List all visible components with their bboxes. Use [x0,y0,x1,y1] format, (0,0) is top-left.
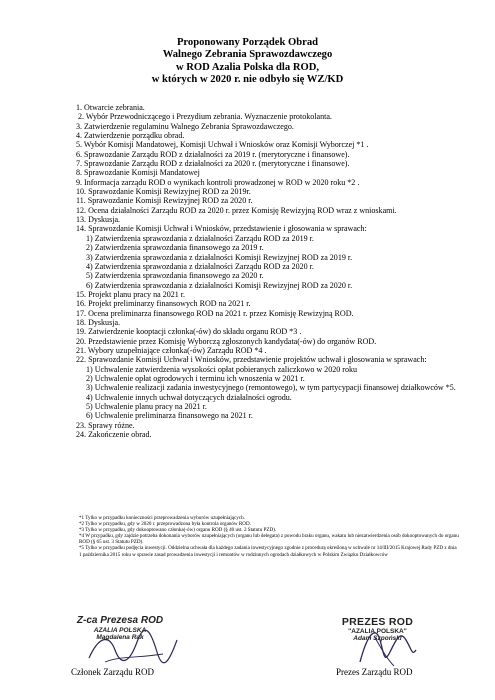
agenda-item: 20. Przedstawienie przez Komisję Wyborczą zgłoszonych kandydata(-ów) do organów ROD. [76,336,377,346]
agenda-item: 5. Wybór Komisji Mandatowej, Komisji Uchwał i Wniosków oraz Komisji Wyborczej *1 . [76,140,369,150]
title-line: w których w 2020 r. nie odbyło się WZ/KD [151,74,344,86]
agenda-subitem: 2) Uchwalenie opłat ogrodowych i terminu ich wnoszenia w 2021 r. [86,373,305,383]
agenda-item: 19. Zatwierdzenie kooptacji członka(-ów) do składu organu ROD *3 . [76,327,302,337]
document-title [0,37,495,87]
agenda-item: 24. Zakończenie obrad. [76,430,152,440]
agenda-item: 22. Sprawozdanie Komisji Uchwał i Wniosków, przedstawienie projektów uchwał i głosowania w sprawach: [76,355,427,365]
agenda-item: 17. Ocena preliminarza finansowego ROD na 2021 r. przez Komisję Rewizyjną ROD. [76,308,354,318]
left-signature-icon [85,628,180,670]
agenda-subitem: 1) Uchwalenie zatwierdzenia wysokości opłat pobieranych zaliczkowo w 2020 roku [86,364,358,374]
agenda-item: 18. Dyskusja. [76,317,121,327]
agenda-item: 6. Sprawozdanie Zarządu ROD z działalności za 2019 r. (merytoryczne i finansowe). [76,149,350,159]
agenda-item: 13. Dyskusja. [76,215,121,225]
agenda-item: 2. Wybór Przewodniczącego i Prezydium zebrania. Wyznaczenie protokolanta. [76,112,332,122]
agenda-item: 3. Zatwierdzenie regulaminu Walnego Zebrania Sprawozdawczego. [76,121,294,131]
right-signature-role: Prezes Zarządu ROD [336,667,413,677]
agenda-subitem: 3) Zatwierdzenia sprawozdania z działalności Komisji Rewizyjnej ROD za 2019 r. [86,252,353,262]
footnote: *3 Tylko w przypadku, gdy dokooptowano członka(-ów) organu ROD (§ 40 ust. 2 Statutu PZD). [79,527,277,534]
agenda-item: 14. Sprawozdanie Komisji Uchwał i Wniosków, przedstawienie i głosowania w sprawach: [76,224,367,234]
agenda-item: 4. Zatwierdzenie porządku obrad. [76,131,185,141]
agenda-list [76,103,476,439]
title-line: Walnego Zebrania Sprawozdawczego [162,49,333,61]
agenda-subitem: 5) Uchwalenie planu pracy na 2021 r. [86,402,207,411]
stamp-line: AZALIA POLSKA [93,626,147,634]
agenda-subitem: 4) Uchwalenie innych uchwał dotyczących działalności ogrodu. [86,392,292,402]
stamp-line: Adam Szpoński [353,634,402,642]
agenda-item: 10. Sprawozdanie Komisji Rewizyjnej ROD za 2019r. [76,187,251,197]
agenda-subitem: 5) Zatwierdzenia sprawozdania finansowego za 2020 r. [86,271,264,281]
agenda-item: 15. Projekt planu pracy na 2021 r. [76,289,186,299]
agenda-item: 11. Sprawozdanie Komisji Rewizyjnej ROD za 2020 r. [76,196,253,206]
right-signature-icon [350,622,420,670]
footnote: *4 W przypadku, gdy zajdzie potrzeba dokonania wyborów uzupełniających (organu lub delegata) z powodu braku organu, wakatu lub niezatwierdzenia osób dokooptowanych do organu ROD (§ 65 ust. 3 Statutu PZD). [79,533,459,546]
stamp-line: PREZES ROD [341,616,414,628]
agenda-item: 8. Sprawozdanie Komisji Mandatowej [76,168,200,178]
agenda-subitem: 6) Zatwierdzenia sprawozdania z działalności Komisji Rewizyjnej ROD za 2020 r. [86,280,353,290]
agenda-item: 12. Ocena działalności Zarządu ROD za 2020 r. przez Komisję Rewizyjną ROD wraz z wnioskami. [76,205,397,215]
agenda-item: 23. Sprawy różne. [76,420,135,430]
agenda-subitem: 1) Zatwierdzenia sprawozdania z działalności Zarządu ROD za 2019 r. [86,233,314,243]
footnote: *1 Tylko w przypadku konieczności przeprowadzenia wyborów uzupełniających. [79,515,245,521]
agenda-subitem: 3) Uchwalenie realizacji zadania inwestycyjnego (remontowego), w tym partycypacji finansowej działkowców *5. [86,383,456,393]
agenda-item: 16. Projekt preliminarzy finansowych ROD na 2021 r. [76,299,251,309]
title-line: Proponowany Porządek Obrad [176,37,319,48]
agenda-item: 1. Otwarcie zebrania. [76,103,145,112]
stamp-line: "AZALIA POLSKA" [348,627,407,635]
left-signature-role: Członek Zarządu ROD [71,667,154,677]
stamp-line: Z-ca Prezesa ROD [76,615,164,626]
title-line: w ROD Azalia Polska dla ROD, [175,61,320,73]
stamp-line: Magdalena Rak [96,633,144,641]
agenda-item: 7. Sprawozdanie Zarządu ROD z działalności za 2020 r. (merytoryczne i finansowe). [76,159,350,169]
footnote: *5 Tylko w przypadku podjęcia inwestycji. Oddzielna uchwała dla każdego zadania inwestycyjnego zgodnie z procedurą określoną w uchwale nr 14/III/2015 Krajowej Rady PZD z dnia 1 października 2015 roku w sprawie zasad prowadzenia inwestycji i remontów w rodzinnych ogrodach działkowych w Polskim Związku Działkowców [79,545,457,558]
footnotes [79,515,459,558]
agenda-subitem: 6) Uchwalenie preliminarza finansowego na 2021 r. [86,411,253,421]
agenda-subitem: 4) Zatwierdzenia sprawozdania z działalności Zarządu ROD za 2020 r. [86,261,314,271]
agenda-subitem: 2) Zatwierdzenia sprawozdania finansowego za 2019 r. [86,243,264,253]
footnote: *2 Tylko w przypadku, gdy w 2020 r. przeprowadzona była kontrola organów ROD. [79,521,251,528]
agenda-item: 9. Informacja zarządu ROD o wynikach kontroli prowadzonej w ROD w 2020 roku *2 . [76,177,360,187]
agenda-item: 21. Wybory uzupełniające członka(-ów) Zarządu ROD *4 . [76,345,267,355]
